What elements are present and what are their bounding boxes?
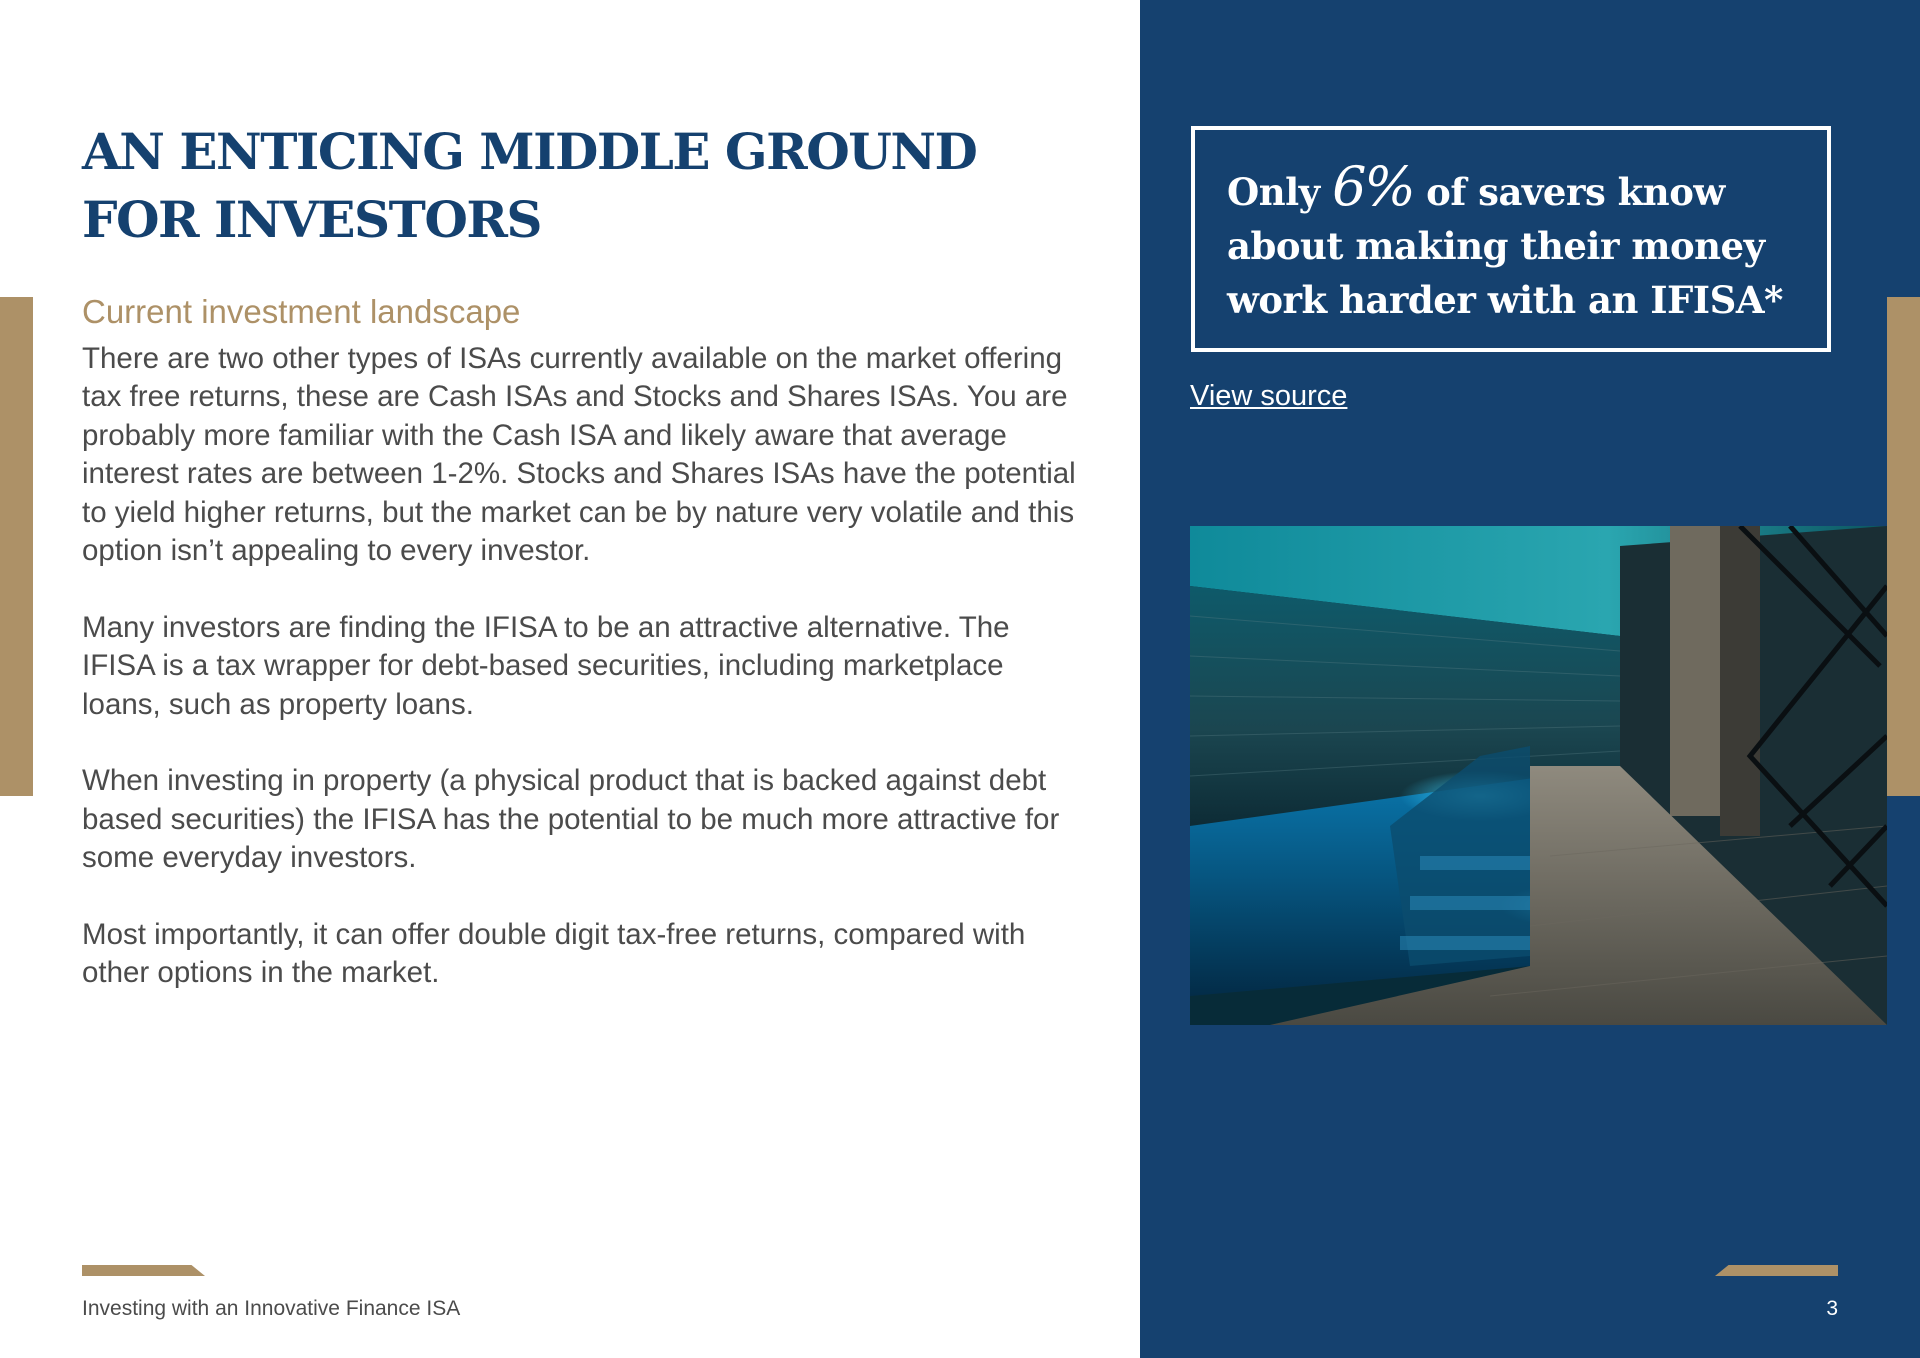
gold-side-bar-left <box>0 297 33 796</box>
spa-pool-photo <box>1190 526 1887 1025</box>
page-title: AN ENTICING MIDDLE GROUND FOR INVESTORS <box>82 122 977 249</box>
callout-suffix: of savers know about making their money work harder with an IFISA* <box>1227 170 1783 322</box>
page-number: 3 <box>1826 1297 1838 1320</box>
callout-stat: 6% <box>1332 155 1414 218</box>
paragraph-isa-types: There are two other types of ISAs currently available on the market offering tax free returns, these are Cash ISAs and Stocks and Shares ISAs. You are probably more familiar with the Cash ISA and likely aware that average interest rates are between 1-2%. Stocks and Shares ISAs have the potential to yield higher returns, but the market can be by nature very volatile and this option isn’t appealing to every investor. <box>82 342 1076 568</box>
footer-accent-right <box>1715 1265 1838 1276</box>
callout-text <box>1227 155 1795 327</box>
callout-box <box>1191 126 1831 352</box>
view-source-link[interactable]: View source <box>1190 380 1348 412</box>
footer-title: Investing with an Innovative Finance ISA <box>82 1297 461 1320</box>
spa-pool-illustration <box>1190 526 1887 1025</box>
paragraph-property: When investing in property (a physical product that is backed against debt based securities) the IFISA has the potential to be much more attractive for some everyday investors. <box>82 764 1060 875</box>
footer-accent-left <box>82 1265 205 1276</box>
section-heading: Current investment landscape <box>82 293 521 330</box>
body-text <box>82 340 1082 1031</box>
callout-prefix: Only <box>1227 170 1320 214</box>
paragraph-returns: Most importantly, it can offer double digit tax-free returns, compared with other options in the market. <box>82 918 1026 990</box>
gold-side-bar-right <box>1887 297 1920 796</box>
paragraph-ifisa-alternative: Many investors are finding the IFISA to be an attractive alternative. The IFISA is a tax wrapper for debt-based securities, including marketplace loans, such as property loans. <box>82 610 1010 721</box>
